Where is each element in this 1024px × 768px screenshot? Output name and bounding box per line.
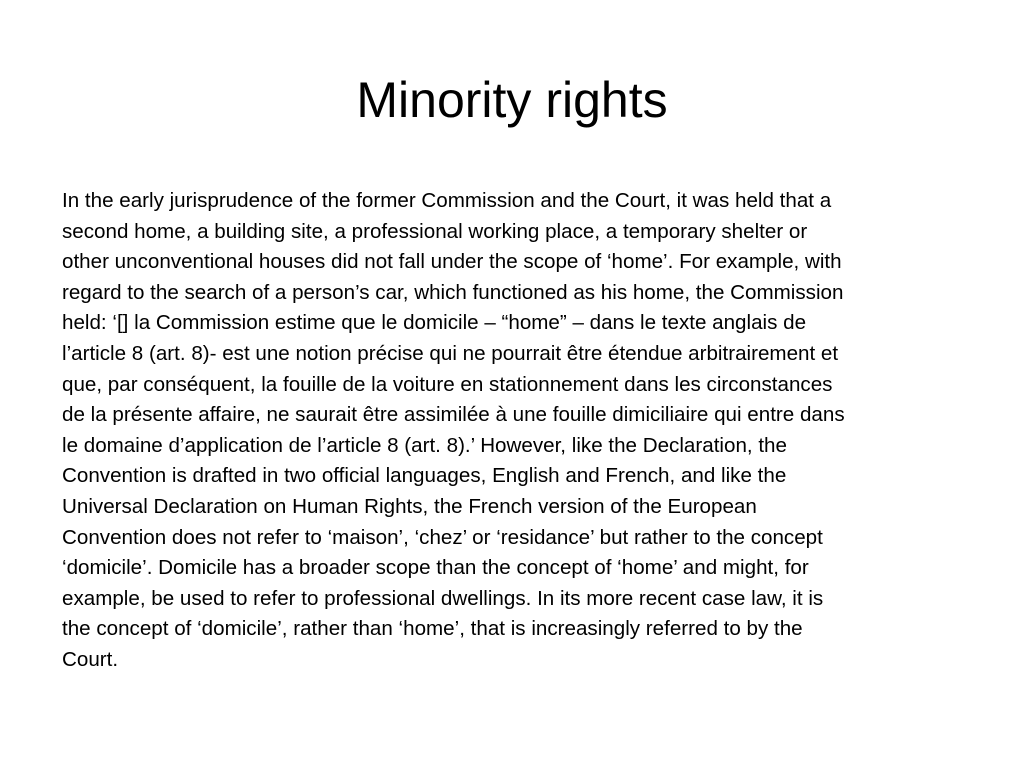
body-line: l’article 8 (art. 8)- est une notion précise qui ne pourrait être étendue arbitrairement et (62, 341, 839, 365)
body-line: held: ‘[] la Commission estime que le domicile – “home” – dans le texte anglais de (62, 311, 807, 335)
body-line: de la présente affaire, ne saurait être assimilée à une fouille dimiciliaire qui entre dans (62, 403, 845, 427)
body-line: other unconventional houses did not fall under the scope of ‘home’. For example, with (62, 250, 842, 274)
body-line: ‘domicile’. Domicile has a broader scope than the concept of ‘home’ and might, for (62, 556, 809, 580)
body-line: le domaine d’application de l’article 8 (art. 8).’ However, like the Declaration, the (62, 433, 787, 457)
body-line: Convention is drafted in two official languages, English and French, and like the (62, 464, 787, 488)
body-line: second home, a building site, a professional working place, a temporary shelter or (62, 219, 808, 243)
slide-title: Minority rights (356, 72, 668, 128)
body-line: regard to the search of a person’s car, which functioned as his home, the Commission (62, 280, 844, 304)
body-line: example, be used to refer to professional dwellings. In its more recent case law, it is (62, 586, 824, 610)
body-line: the concept of ‘domicile’, rather than ‘home’, that is increasingly referred to by the (62, 617, 803, 641)
slide-body-text (62, 186, 967, 676)
body-line: Universal Declaration on Human Rights, the French version of the European (62, 494, 757, 518)
body-line: Court. (62, 647, 119, 671)
body-line: que, par conséquent, la fouille de la voiture en stationnement dans les circonstances (62, 372, 833, 396)
body-line: In the early jurisprudence of the former Commission and the Court, it was held that a (62, 189, 832, 212)
body-line: Convention does not refer to ‘maison’, ‘chez’ or ‘residance’ but rather to the concept (62, 525, 823, 549)
